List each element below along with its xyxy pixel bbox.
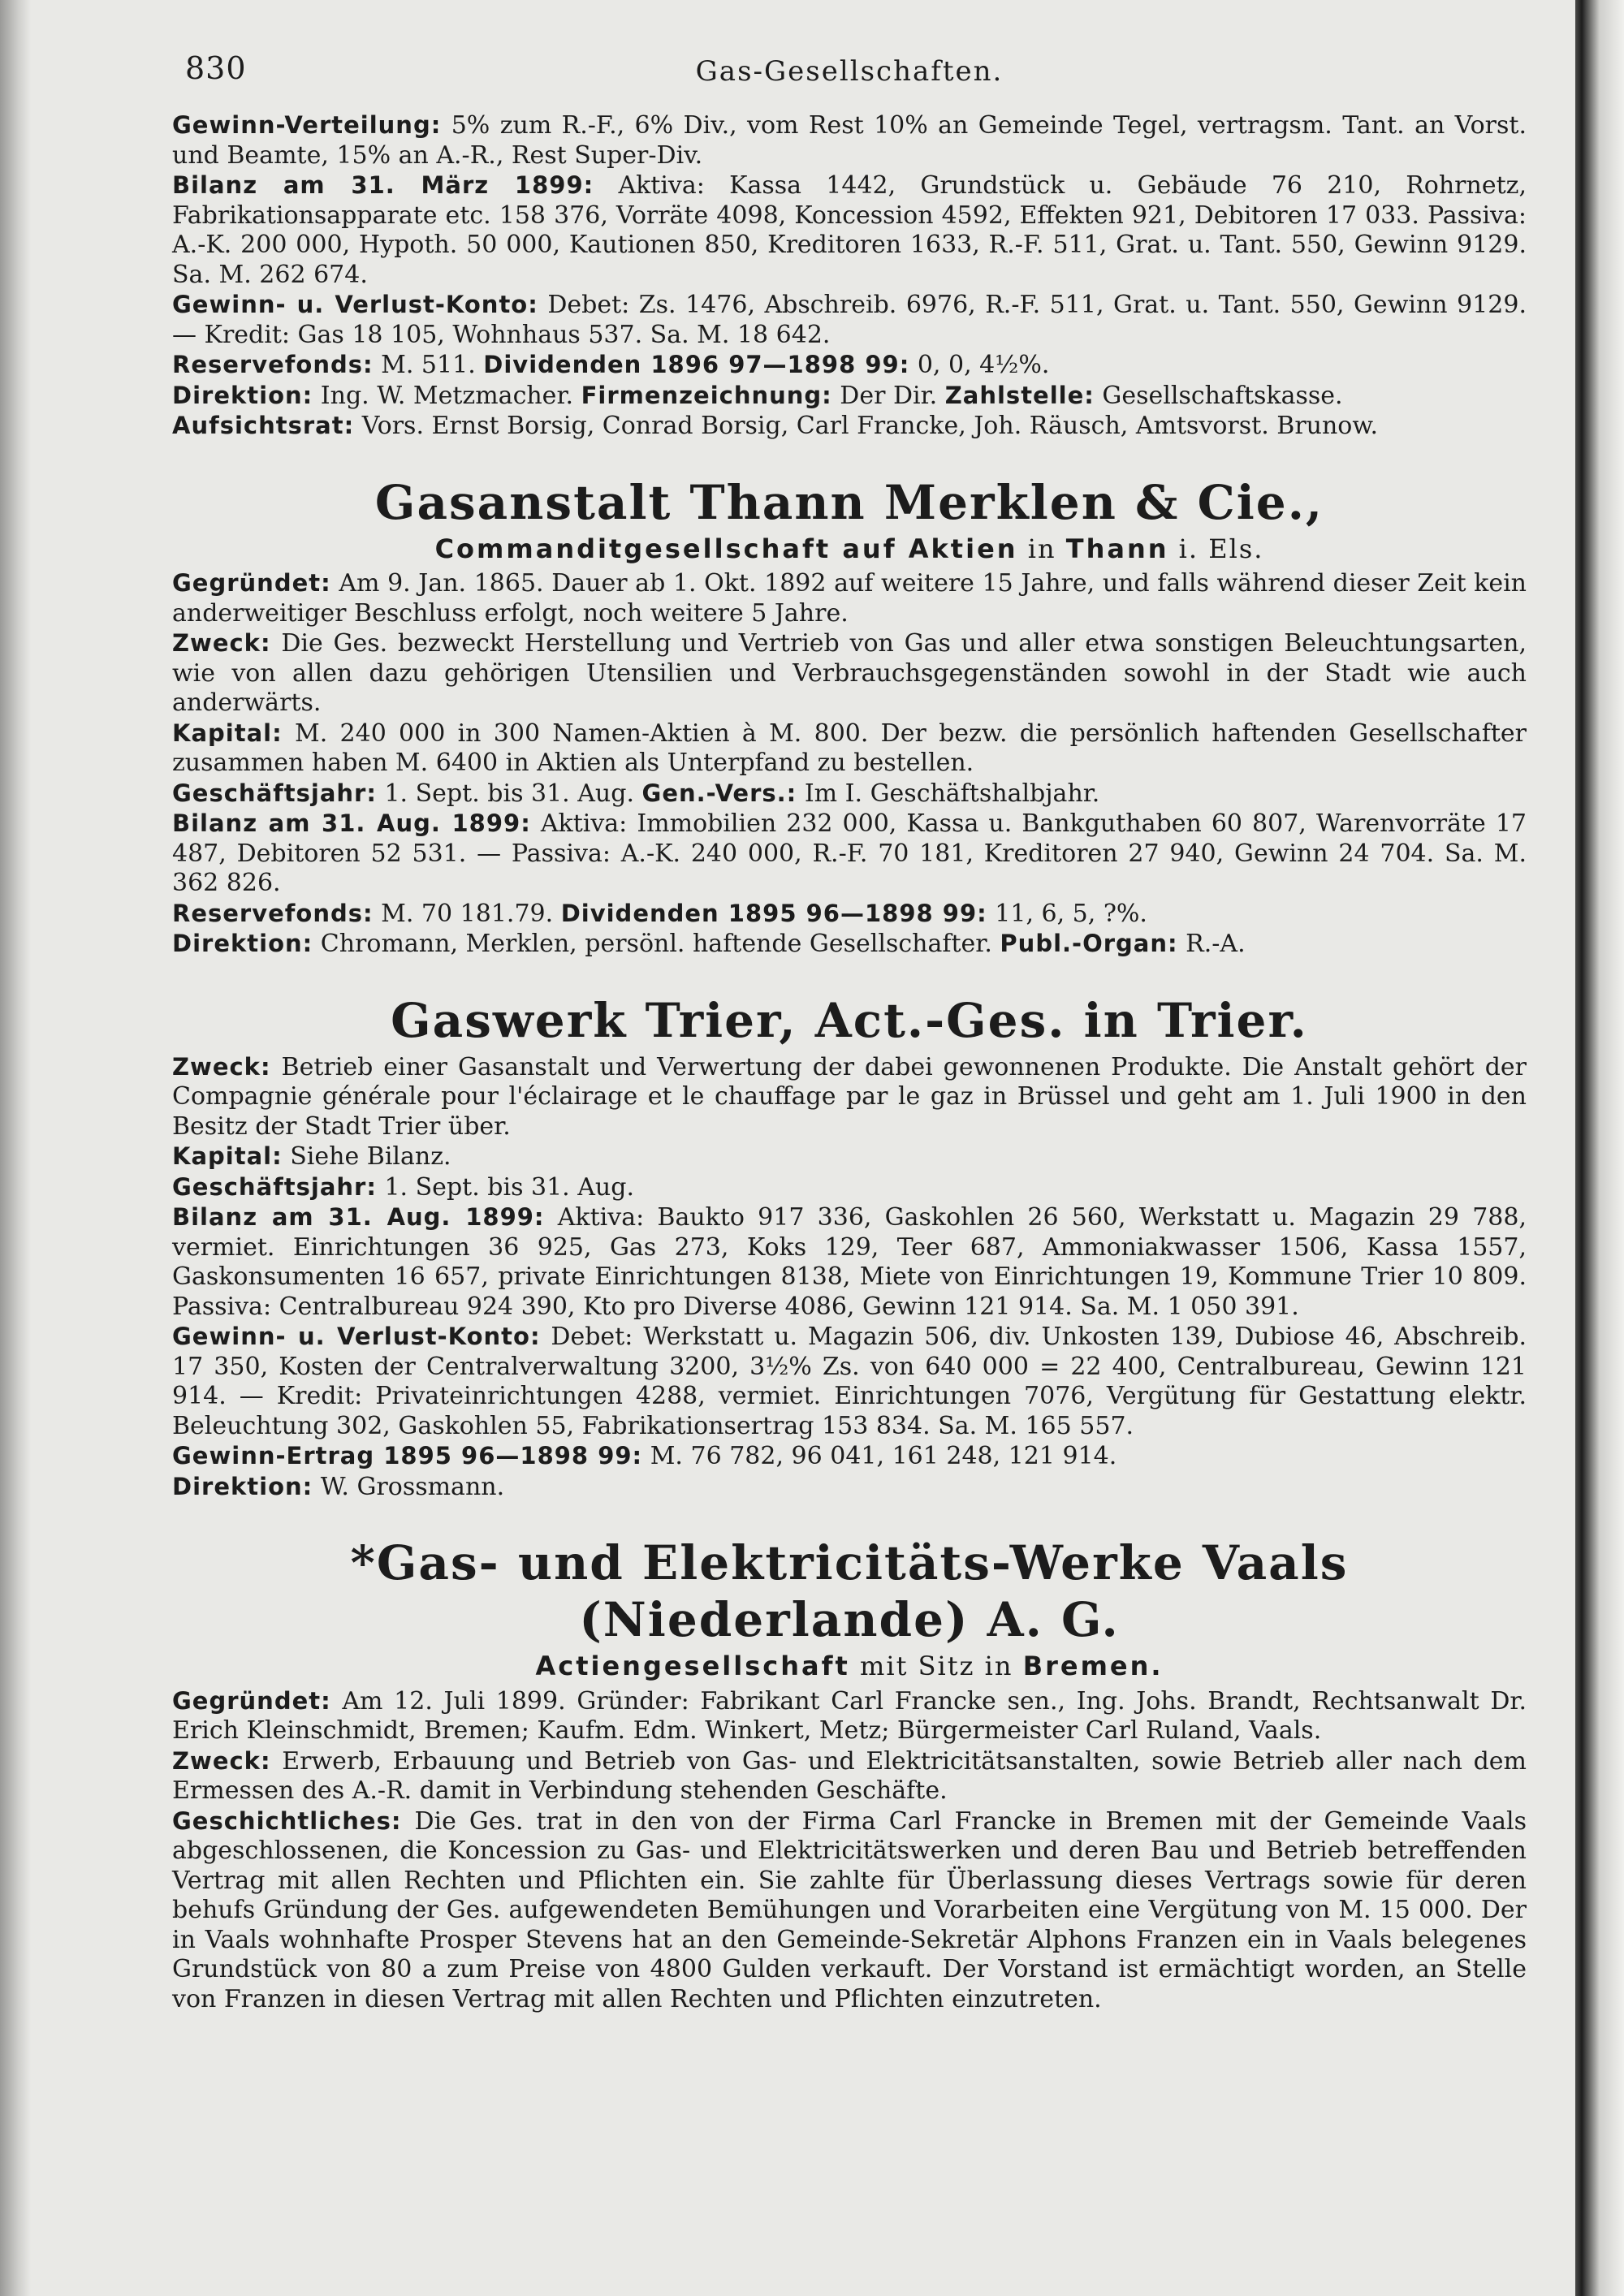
entry-geschaeftsjahr: Geschäftsjahr: 1. Sept. bis 31. Aug. Gen.-Vers.: Im I. Geschäftshalbjahr. (172, 779, 1100, 808)
tegel-entries (172, 110, 1527, 442)
company-title-thann: Gasanstalt Thann Merklen & Cie., (374, 474, 1324, 530)
entry-kapital: Kapital: M. 240 000 in 300 Namen-Aktien à M. 800. Der bezw. die persönlich haftenden Gesellschafter zusammen haben M. 6400 in Aktien als Unterpfand zu bestellen. (172, 719, 1527, 777)
entry-direktion: Direktion: Ing. W. Metzmacher. Firmenzeichnung: Der Dir. Zahlstelle: Gesellschaftskasse. (172, 381, 1343, 410)
company-title-vaals: *Gas- und Elektricitäts-Werke Vaals (Niederlande) A. G. (350, 1535, 1349, 1647)
book-gutter (1575, 0, 1624, 2296)
entry-reservefonds: Reservefonds: M. 511. Dividenden 1896 97—1898 99: 0, 0, 4½%. (172, 351, 1050, 379)
entry-geschaeftsjahr: Geschäftsjahr: 1. Sept. bis 31. Aug. (172, 1172, 634, 1202)
trier-entries (172, 1052, 1527, 1503)
entry-gewinn-verlust: Gewinn- u. Verlust-Konto: Debet: Werkstatt u. Magazin 506, div. Unkosten 139, Dubiose 46, Abschreib. 17 350, Kosten der Centralverwaltung 3200, 3½% Zs. von 640 000 = 22 400, Centralbureau, Gewinn 121 914. — Kredit: Privateinrichtungen 4288, vermiet. Einrichtungen 7076, Vergütung für Gestattung elektr. Beleuchtung 302, Gaskohlen 55, Fabrikationsertrag 153 834. Sa. M. 165 557. (172, 1323, 1527, 1440)
scan-left-edge (0, 0, 31, 2296)
company-title-trier: Gaswerk Trier, Act.-Ges. in Trier. (391, 992, 1308, 1048)
entry-direktion: Direktion: W. Grossmann. (172, 1472, 505, 1501)
company-subtitle-vaals: Actiengesellschaft mit Sitz in Bremen. (535, 1651, 1164, 1681)
entry-geschichtliches: Geschichtliches: Die Ges. trat in den von der Firma Carl Francke in Bremen mit der Gemeinde Vaals abgeschlossenen, die Koncession zu Gas- und Elektricitätswerken und deren Bau und Betrieb betreffenden Vertrag mit allen Rechten und Pflichten ein. Sie zahlte für Überlassung dieses Vertrags sowie für deren behufs Gründung der Ges. aufgewendeten Bemühungen und Vorarbeiten eine Vergütung von M. 15 000. Der in Vaals wohnhafte Prosper Stevens hat an den Gemeinde-Sekretär Alphons Franzen ein in Vaals belegenes Grundstück von 80 a zum Preise von 4800 Gulden verkauft. Der Vorstand ist ermächtigt worden, an Stelle von Franzen in diesen Vertrag mit allen Rechten und Pflichten einzutreten. (172, 1806, 1527, 2013)
entry-gegruendet: Gegründet: Am 12. Juli 1899. Gründer: Fabrikant Carl Francke sen., Ing. Johs. Brandt, Rechtsanwalt Dr. Erich Kleinschmidt, Bremen; Kaufm. Edm. Winkert, Metz; Bürgermeister Carl Ruland, Vaals. (172, 1686, 1527, 1745)
entry-gewinn-verlust: Gewinn- u. Verlust-Konto: Debet: Zs. 1476, Abschreib. 6976, R.-F. 511, Grat. u. Tant. 550, Gewinn 9129. — Kredit: Gas 18 105, Wohnhaus 537. Sa. M. 18 642. (172, 291, 1527, 349)
entry-bilanz: Bilanz am 31. Aug. 1899: Aktiva: Baukto 917 336, Gaskohlen 26 560, Werkstatt u. Magazin 29 788, vermiet. Einrichtungen 36 925, Gas 273, Koks 129, Teer 687, Ammoniakwasser 1506, Kassa 1557, Gaskonsumenten 16 657, private Einrichtungen 8138, Miete von Einrichtungen 19, Kommune Trier 10 809. Passiva: Centralbureau 924 390, Kto pro Diverse 4086, Gewinn 121 914. Sa. M. 1 050 391. (172, 1203, 1527, 1321)
entry-zweck: Zweck: Erwerb, Erbauung und Betrieb von Gas- und Elektricitätsanstalten, sowie Betrieb aller nach dem Ermessen des A.-R. damit in Verbindung stehenden Geschäfte. (172, 1746, 1527, 1805)
entry-zweck: Zweck: Die Ges. bezweckt Herstellung und Vertrieb von Gas und aller etwa sonstigen Beleuchtungsarten, wie von allen dazu gehörigen Utensilien und Verbrauchsgegenständen sowohl in der Stadt wie auch anderwärts. (172, 629, 1527, 717)
entry-gewinn-ertrag: Gewinn-Ertrag 1895 96—1898 99: M. 76 782, 96 041, 161 248, 121 914. (172, 1442, 1117, 1470)
entry-bilanz: Bilanz am 31. Aug. 1899: Aktiva: Immobilien 232 000, Kassa u. Bankguthaben 60 807, Warenvorräte 17 487, Debitoren 52 531. — Passiva: A.-K. 240 000, R.-F. 70 181, Kreditoren 27 940, Gewinn 24 704. Sa. M. 362 826. (172, 809, 1527, 897)
entry-gewinn-verteilung: Gewinn-Verteilung: 5% zum R.-F., 6% Div., vom Rest 10% an Gemeinde Tegel, vertragsm. Tant. an Vorst. und Beamte, 15% an A.-R., Rest Super-Div. (172, 111, 1527, 170)
page-number: 830 (185, 50, 247, 86)
entry-zweck: Zweck: Betrieb einer Gasanstalt und Verwertung der dabei gewonnenen Produkte. Die Anstalt gehört der Compagnie générale pour l'éclairage et le chauffage par le gaz in Brüssel und geht am 1. Juli 1900 in den Besitz der Stadt Trier über. (172, 1052, 1527, 1141)
entry-bilanz: Bilanz am 31. März 1899: Aktiva: Kassa 1442, Grundstück u. Gebäude 76 210, Rohrnetz, Fabrikationsapparate etc. 158 376, Vorräte 4098, Koncession 4592, Effekten 921, Debitoren 17 033. Passiva: A.-K. 200 000, Hypoth. 50 000, Kautionen 850, Kreditoren 1633, R.-F. 511, Grat. u. Tant. 550, Gewinn 9129. Sa. M. 262 674. (172, 171, 1527, 289)
entry-direktion: Direktion: Chromann, Merklen, persönl. haftende Gesellschafter. Publ.-Organ: R.-A. (172, 930, 1246, 958)
entry-reservefonds: Reservefonds: M. 70 181.79. Dividenden 1895 96—1898 99: 11, 6, 5, ?%. (172, 899, 1147, 928)
running-title: Gas-Gesellschaften. (695, 55, 1004, 88)
vaals-entries (172, 1686, 1527, 2015)
entry-gegruendet: Gegründet: Am 9. Jan. 1865. Dauer ab 1. Okt. 1892 auf weitere 15 Jahre, und falls während dieser Zeit kein anderweitiger Beschluss erfolgt, noch weitere 5 Jahre. (172, 569, 1527, 628)
document-page (172, 47, 1527, 2014)
running-header (172, 47, 1527, 96)
thann-entries (172, 568, 1527, 960)
entry-aufsichtsrat: Aufsichtsrat: Vors. Ernst Borsig, Conrad Borsig, Carl Francke, Joh. Räusch, Amtsvorst. Brunow. (172, 412, 1379, 440)
company-subtitle-thann: Commanditgesellschaft auf Aktien in Thann i. Els. (434, 533, 1264, 564)
entry-kapital: Kapital: Siehe Bilanz. (172, 1142, 451, 1171)
